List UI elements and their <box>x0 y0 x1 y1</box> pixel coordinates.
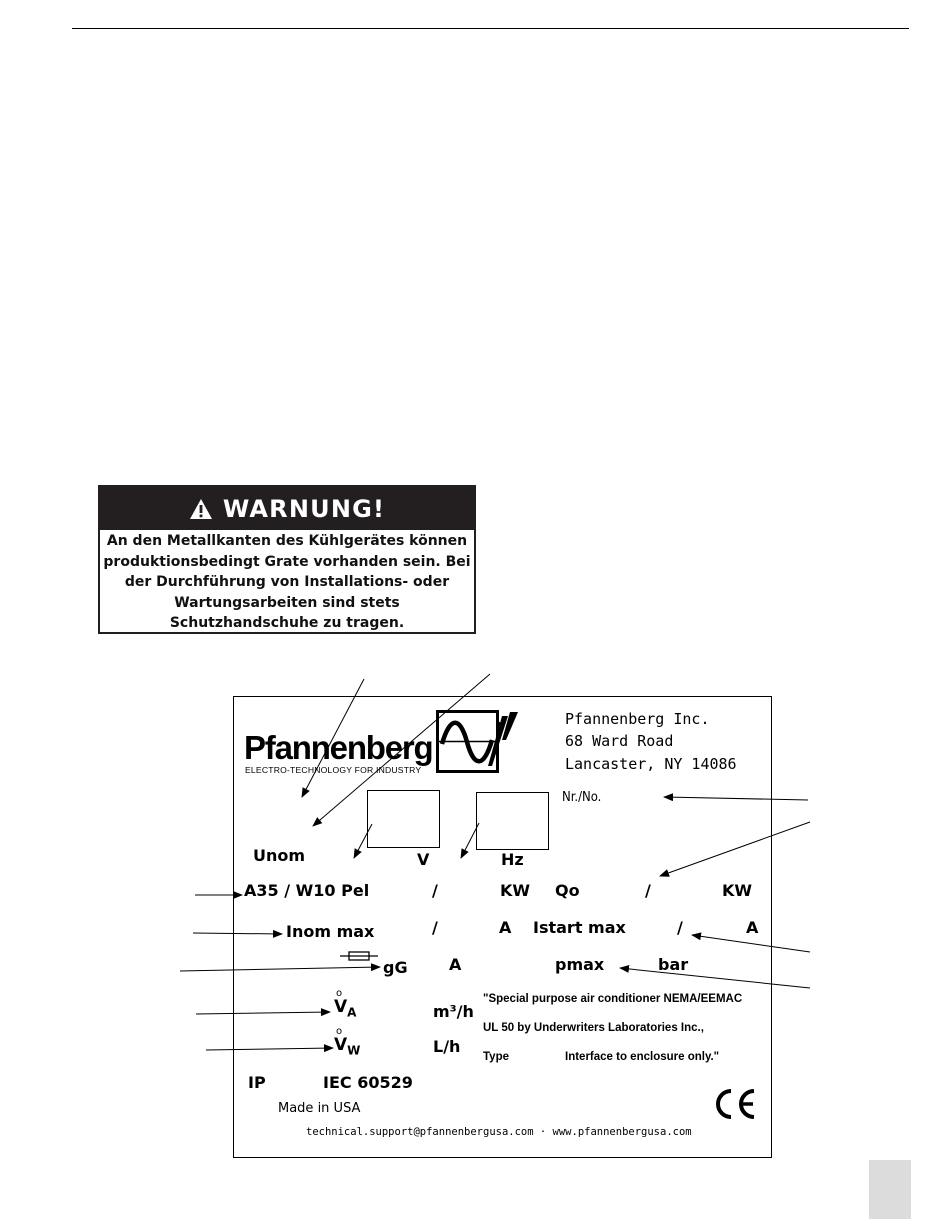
nominal-voltage-label: Unom <box>253 846 306 865</box>
callout-arrow <box>206 1048 333 1050</box>
warning-line: produktionsbedingt Grate vorhanden sein. Bei <box>103 553 471 570</box>
contact-line: technical.support@pfannenbergusa.com · www.pfannenbergusa.com <box>306 1126 692 1138</box>
callout-arrow <box>692 935 810 952</box>
cooling-capacity-label: Qo <box>555 881 580 900</box>
logo-wordmark: Pfannenberg <box>244 729 433 766</box>
ampere-unit: A <box>499 918 512 937</box>
address-line: Lancaster, NY 14086 <box>565 755 737 773</box>
callout-arrow <box>461 823 479 858</box>
logo-tagline: ELECTRO-TECHNOLOGY FOR INDUSTRY <box>245 765 422 775</box>
max-pressure-label: pmax <box>555 955 605 974</box>
iec-standard-label: IEC 60529 <box>323 1073 413 1092</box>
starting-current-label: Istart max <box>533 918 626 937</box>
power-consumption-label: A35 / W10 Pel <box>244 881 370 900</box>
callout-arrow <box>354 824 372 858</box>
callout-arrow <box>196 1012 330 1014</box>
liter-per-hour-unit: L/h <box>433 1037 461 1056</box>
warning-title: WARNUNG! <box>222 494 386 523</box>
kilowatt-unit: KW <box>722 881 753 900</box>
ampere-unit: A <box>449 955 462 974</box>
volt-unit: V <box>417 850 430 869</box>
callout-arrow <box>664 797 808 800</box>
fuse-type-label: gG <box>383 958 408 977</box>
type-label: Type <box>483 1051 509 1063</box>
warning-line: der Durchführung von Installations- oder <box>124 574 450 590</box>
made-in-label: Made in USA <box>278 1101 361 1116</box>
callout-arrow <box>180 967 380 971</box>
warning-line: Wartungsarbeiten sind stets <box>174 594 400 611</box>
callout-arrow <box>660 822 810 876</box>
callout-arrow <box>313 674 490 826</box>
ampere-unit: A <box>746 918 759 937</box>
separator-slash: / <box>645 881 651 900</box>
warning-line: Schutzhandschuhe zu tragen. <box>169 615 405 631</box>
ul-notice-line: "Special purpose air conditioner NEMA/EEMAC <box>483 993 743 1005</box>
ul-notice-line: UL 50 by Underwriters Laboratories Inc., <box>483 1022 704 1034</box>
cubic-meter-per-hour-unit: m³/h <box>433 1002 474 1021</box>
warning-line: An den Metallkanten des Kühlgerätes können <box>106 533 468 549</box>
address-line: Pfannenberg Inc. <box>565 710 710 728</box>
kilowatt-unit: KW <box>500 881 531 900</box>
separator-slash: / <box>677 918 683 937</box>
nominal-current-label: Inom max <box>286 922 375 941</box>
water-flow-symbol: o $V_W$ <box>334 1026 361 1058</box>
serial-number-label: Nr./No. <box>562 790 602 805</box>
callout-arrow <box>193 933 282 934</box>
hertz-unit: Hz <box>501 850 524 869</box>
separator-slash: / <box>432 881 438 900</box>
callout-arrow <box>302 679 364 797</box>
interface-notice: Interface to enclosure only." <box>565 1051 720 1063</box>
air-flow-symbol: o $V_A$ <box>334 988 357 1020</box>
bar-unit: bar <box>658 955 689 974</box>
separator-slash: / <box>432 918 438 937</box>
address-line: 68 Ward Road <box>565 732 674 750</box>
ip-rating-label: IP <box>248 1073 266 1092</box>
callout-arrow <box>620 968 810 988</box>
page-tab <box>869 1160 911 1219</box>
